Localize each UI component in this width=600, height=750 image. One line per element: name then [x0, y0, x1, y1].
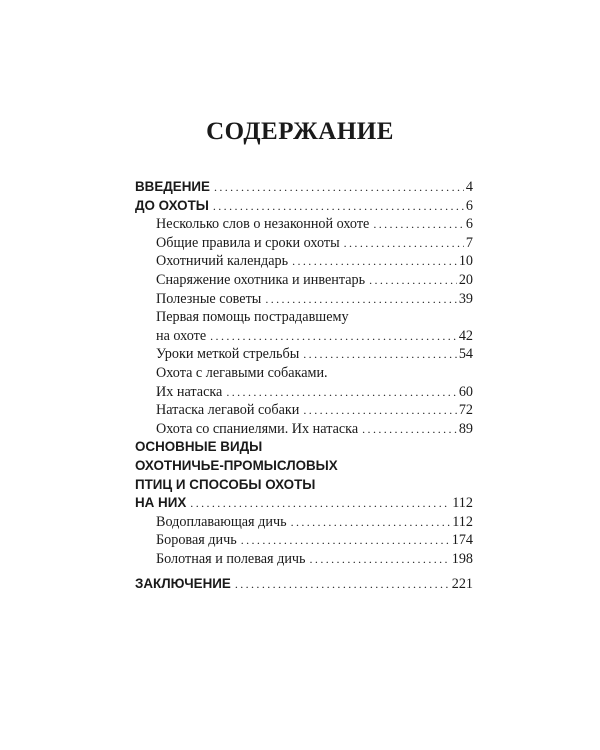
toc-entry-title: Несколько слов о незаконной охоте	[156, 216, 370, 233]
toc-entry-conclusion	[135, 575, 473, 594]
toc-entry-title: Охотничий календарь	[156, 253, 289, 270]
toc-entry-introduction	[135, 178, 473, 197]
toc-entry-hunting-calendar	[135, 252, 473, 271]
toc-entry-equipment	[135, 271, 473, 290]
toc-entry-first-aid	[135, 327, 473, 346]
toc-entry-title: на охоте	[156, 327, 207, 344]
toc-entry-title: ВВЕДЕНИЕ	[135, 179, 210, 194]
toc-entry-title: Охота со спаниелями. Их натаска	[156, 420, 359, 437]
toc-entry-before-hunt	[135, 197, 473, 216]
page-title: СОДЕРЖАНИЕ	[206, 118, 394, 145]
toc-entry-page: 112	[452, 513, 473, 530]
toc-entry-page: 20	[458, 271, 473, 288]
toc-entry-spaniels	[135, 420, 473, 439]
dot-leader	[235, 575, 450, 594]
table-of-contents	[135, 178, 473, 594]
toc-entry-title: Болотная и полевая дичь	[156, 550, 306, 567]
dot-leader	[226, 383, 456, 402]
toc-entry-page: 10	[458, 253, 473, 270]
dot-leader	[190, 494, 450, 513]
toc-entry-title: Общие правила и сроки охоты	[156, 234, 340, 251]
toc-entry-page: 6	[465, 197, 473, 214]
toc-entry-pointer-dogs-line1: Охота с легавыми собаками.	[156, 364, 328, 381]
toc-entry-page: 4	[465, 179, 473, 195]
toc-entry-title: НА НИХ	[135, 495, 187, 511]
toc-entry-pointer-training	[135, 401, 473, 420]
dot-leader	[373, 215, 464, 234]
toc-entry-title: ЗАКЛЮЧЕНИЕ	[135, 576, 231, 592]
dot-leader	[265, 290, 457, 309]
toc-entry-general-rules	[135, 234, 473, 253]
dot-leader	[213, 197, 464, 216]
toc-entry-page: 112	[452, 495, 473, 512]
toc-entry-page: 60	[458, 383, 473, 400]
toc-entry-illegal-hunting	[135, 215, 473, 234]
toc-entry-page: 6	[465, 216, 473, 233]
dot-leader	[303, 401, 456, 420]
toc-entry-title: ДО ОХОТЫ	[135, 197, 209, 213]
toc-entry-title: Снаряжение охотника и инвентарь	[156, 271, 366, 288]
toc-entry-useful-tips	[135, 290, 473, 309]
toc-entry-title: Натаска легавой собаки	[156, 402, 300, 419]
toc-entry-title: Водоплавающая дичь	[156, 513, 287, 530]
dot-leader	[241, 531, 450, 550]
toc-entry-page: 174	[451, 532, 473, 549]
toc-entry-pointer-dogs	[135, 383, 473, 402]
toc-entry-page: 54	[458, 346, 473, 363]
toc-entry-page: 221	[451, 576, 473, 593]
toc-entry-waterfowl	[135, 513, 473, 532]
dot-leader	[210, 327, 457, 346]
toc-entry-page: 42	[458, 327, 473, 344]
toc-entry-main-species-line1: ОСНОВНЫЕ ВИДЫ	[135, 439, 263, 455]
toc-entry-title: Их натаска	[156, 383, 223, 400]
toc-entry-marsh-field-game	[135, 550, 473, 569]
toc-entry-page: 198	[451, 550, 473, 567]
dot-leader	[292, 252, 457, 271]
toc-entry-title: Полезные советы	[156, 290, 262, 307]
toc-entry-page: 89	[458, 420, 473, 437]
toc-entry-page: 7	[465, 234, 473, 251]
spacer	[135, 568, 473, 575]
dot-leader	[369, 271, 457, 290]
toc-entry-title: Уроки меткой стрельбы	[156, 346, 300, 363]
dot-leader	[214, 178, 464, 197]
toc-entry-title: Боровая дичь	[156, 532, 237, 549]
toc-entry-page: 39	[458, 290, 473, 307]
dot-leader	[303, 345, 457, 364]
dot-leader	[362, 420, 457, 439]
dot-leader	[291, 513, 451, 532]
toc-entry-main-species-line2: ОХОТНИЧЬЕ-ПРОМЫСЛОВЫХ	[135, 457, 338, 473]
toc-entry-page: 72	[458, 402, 473, 419]
toc-entry-main-species	[135, 494, 473, 513]
toc-entry-upland-game	[135, 531, 473, 550]
toc-entry-shooting-lessons	[135, 345, 473, 364]
dot-leader	[310, 550, 450, 569]
toc-entry-main-species-line3: ПТИЦ И СПОСОБЫ ОХОТЫ	[135, 476, 316, 492]
dot-leader	[344, 234, 464, 253]
toc-entry-first-aid-line1: Первая помощь пострадавшему	[156, 309, 349, 326]
